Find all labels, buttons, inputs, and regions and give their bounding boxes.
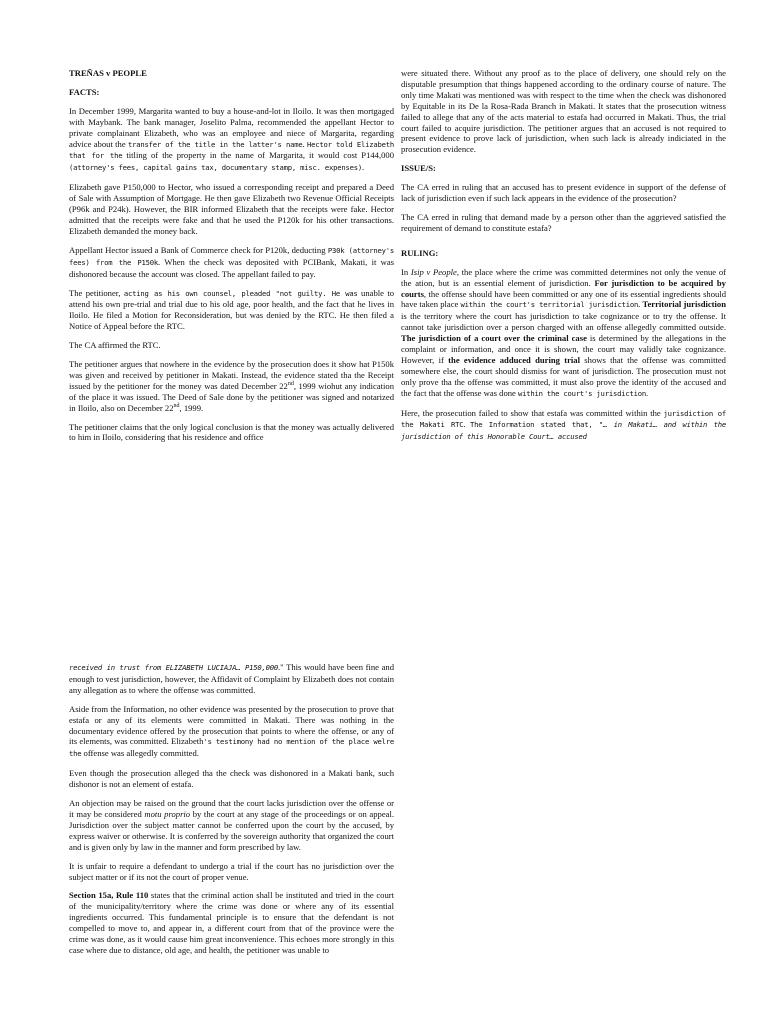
text: An objection may be raised on the ground that the court lacks jurisdiction over the offense or it may be considered — [69, 798, 394, 819]
text: titling of the property in the name of Margarita, it would cost P144,000 — [122, 150, 394, 161]
text-bold: Territorial jurisdiction — [642, 299, 726, 310]
text-bold: the evidence adduced during trial — [448, 354, 580, 365]
issues-heading: ISSUE/S: — [401, 163, 436, 174]
ruling-paragraph-2 — [401, 408, 726, 444]
text: ." — [277, 662, 284, 672]
facts-continued-paragraph: were situated there. Without any proof as to the place of delivery, one should rely on the disputable presumption that things happened according to the ordinary course of nature. The only time Makati was mentioned was with respect to the time when the check was dishonored by Equitable in its De la Rosa-Rada Branch in Makati. It states that the prosecution witness failed to allege that any of the acts material to estafa had occurred in Makati. Thus, the trial court failed to acquire jurisdiction. The petitioner argues that an accused is not required to present evidence to prove lack of jurisdiction, when such lack is already indiciated in the prosecution evidence. — [401, 68, 726, 155]
text: In — [401, 266, 411, 277]
text: Here, the prosecution failed to show that estafa was committed within the — [401, 407, 664, 418]
superscript: nd — [173, 402, 180, 409]
text: is determined by the allegations in the complaint or information, and once it is shown, the court may validly take cognizance. However, if — [401, 333, 726, 365]
text-emphasis: jurisdiction of the Makati RTC — [401, 408, 726, 430]
text: is the territory where the court has jurisdiction to take cognizance or to try the offense. It cannot take jurisdiction over a person charged with an offense allegedly committed outside. — [401, 311, 726, 333]
ruling-paragraph-4 — [69, 704, 394, 761]
text: . — [638, 299, 643, 310]
facts-paragraph-2: Elizabeth gave P150,000 to Hector, who issued a corresponding receipt and prepared a Deed of Sale with Assumption of Mortgage. He then gave Elizabeth two Revenue Official Receipts (P96k and P24k). However, the BIR informed Elizabeth that the receipts were fake. Hector admitted that the receipts were fake and that he used the P120k for his other transactions. Elizabeth demanded the money back. — [69, 182, 394, 236]
facts-paragraph-6 — [69, 359, 394, 414]
ruling-heading: RULING: — [401, 247, 439, 258]
text: In December 1999, Margarita wanted to buy a house-and-lot in Iloilo. It was then mortgaged with Maybank. The bank manager, Joselito Palma, recommended the appellant Hector to private complainant Elizabeth, who was an employee and niece of Margarita, regarding advice about the — [69, 105, 394, 149]
superscript: nd — [287, 380, 294, 387]
text-emphasis: within the court's territorial jurisdiction — [460, 300, 639, 310]
issue-1: The CA erred in ruling that an accused has to present evidence in support of the defense of lack of jurisdiction even if such lack appears in the evidence of the prosecution? — [401, 182, 726, 204]
ruling-paragraph-1 — [401, 267, 726, 400]
facts-paragraph-4 — [69, 288, 394, 333]
ruling-paragraph-7: It is unfair to require a defendant to undergo a trial if the court has no jurisdiction over the subject matter or if its not the court of proper venue. — [69, 860, 394, 882]
text-emphasis-italic: received in trust from ELIZABETH LUCIAJA… P150,000 — [69, 663, 278, 672]
ruling-paragraph-8 — [69, 890, 394, 955]
text: . — [463, 419, 470, 430]
text: by the court at any stage of the proceedings or on appeal. Jurisdiction over the subject matter cannot be conferred upon the court by the accused, by express waiver or otherwise. It is conferred by the sovereign authority that organized the court and is given only by law in the manner and form prescribed by law. — [69, 808, 394, 852]
facts-paragraph-3 — [69, 245, 394, 280]
issue-2: The CA erred in ruling that demand made by a person other than the aggrieved satisfied the requirement of demand to constitute estafa? — [401, 211, 726, 233]
text-emphasis: P30k (attorney's fees) from the P150k — [69, 245, 394, 267]
rule-citation: Section 15a, Rule 110 — [69, 890, 149, 901]
case-title: TREÑAS v PEOPLE — [69, 68, 147, 78]
text: . — [302, 138, 307, 149]
text: offense was allegedly committed. — [81, 748, 199, 759]
text: unable to attend his own pre-trial and trial due to his old age, poor health, and the fact that he lives in Iloilo. He filed a Motion for Reconsideration, but was denied by the RTC. He then filed a Notice of Appeal before the RTC. — [69, 287, 395, 332]
text-emphasis: acting as his own counsel, pleaded "not guilty. He was — [123, 288, 358, 298]
ruling-paragraph-3 — [69, 662, 394, 696]
facts-paragraph-7: The petitioner claims that the only logical conclusion is that the money was actually delivered to him in Iloilo, considering that his residence and office — [69, 421, 394, 443]
right-column — [401, 68, 726, 451]
facts-heading: FACTS: — [69, 86, 100, 97]
facts-paragraph-1 — [69, 106, 394, 174]
text: Appellant Hector issued a Bank of Commerce check for P120k, deducting — [69, 244, 328, 255]
text: Aside from the Information, no other evidence was presented by the prosecution to prove that estafa or any of its elements were committed in Makati. There was nothing in the documentary evidence offered by the prosecution that points to where the offense, or any of its elements, was committed. Elizabeth — [69, 703, 394, 747]
text-emphasis: transfer of the title in the latter's name — [127, 139, 303, 149]
ruling-paragraph-5: Even though the prosecution alleged tha the check was dishonored in a Makati bank, such dishonor is not an element of estafa. — [69, 768, 394, 790]
text-emphasis: The Information stated that, " — [470, 420, 604, 430]
text: , the place where the crime was committed determines not only the venue of the ation, but is an essential element of jurisdiction. — [401, 266, 726, 288]
text-emphasis: (attorney's fees, capital gains tax, documentary stamp, misc. expenses) — [69, 163, 363, 173]
text: , 1999. — [179, 402, 204, 413]
text: . When the check was deposited with PCIBank, Makati, it was dishonored because the account was closed. The appellant failed to pay. — [69, 256, 395, 279]
text-bold: For jurisdiction to be acquired by courts — [401, 277, 726, 299]
text-emphasis: Hector told Elizabeth that for the — [69, 139, 394, 161]
text-emphasis: within the court's jurisdiction — [518, 388, 646, 398]
case-citation: Isip v People — [410, 266, 457, 277]
text: , 1999 wiohut any indication of the place it was issued. The Deed of Sale done by the petitioner was signed and notarized in Iloilo, also on December 22 — [69, 380, 395, 413]
ruling-paragraph-6 — [69, 798, 394, 853]
text: . — [645, 387, 649, 398]
text: shows that the offense was committed somewhere else, the court should dismiss for want of jurisdiction. The prosecution must not only prove tha the offense was committed, it must also prove the identity of the accused and the fact that the offense was done — [401, 354, 726, 398]
continuation-column — [69, 662, 394, 964]
text: , the offense should have been committed or any one of its essential ingredients should have taken place — [401, 288, 726, 310]
latin-term: motu proprio — [144, 808, 191, 819]
text-emphasis: 's testimony had no mention of the place welre the — [69, 737, 394, 759]
left-column — [69, 68, 394, 451]
text: The petitioner argues that nowhere in the evidence by the prosecution does it show hat P150k was given and received by petitioner in Makati. Instead, the evidence stated tha the Receipt issued by the petitioner for the money was dated December 22 — [69, 359, 394, 391]
text: This would have been fine and enough to vest jurisdiction, however, the Affidavit of Complaint by Elizabeth does not contain any allegation as to where the offense was committed. — [69, 662, 394, 695]
text: The petitioner, — [69, 287, 124, 298]
text: states that the criminal action shall be instituted and tried in the court of the municipality/territory where the crime was done or where any of its essential ingredients occurred. This fundamental principle is to ensure that the defendant is not compelled to move to, and appear in, a different court from that of the province were the crime was done, as it would cause him great inconvenience. This echoes more strongly in this case where due to distance, old age, and health, the petitioner was unable to — [69, 890, 394, 955]
facts-paragraph-5: The CA affirmed the RTC. — [69, 340, 161, 351]
text-bold: The jurisdiction of a court over the criminal case — [401, 333, 587, 344]
text: . — [362, 162, 365, 173]
text-emphasis-italic: … in Makati… and within the jurisdiction of this Honorable Court… accused — [401, 420, 726, 442]
